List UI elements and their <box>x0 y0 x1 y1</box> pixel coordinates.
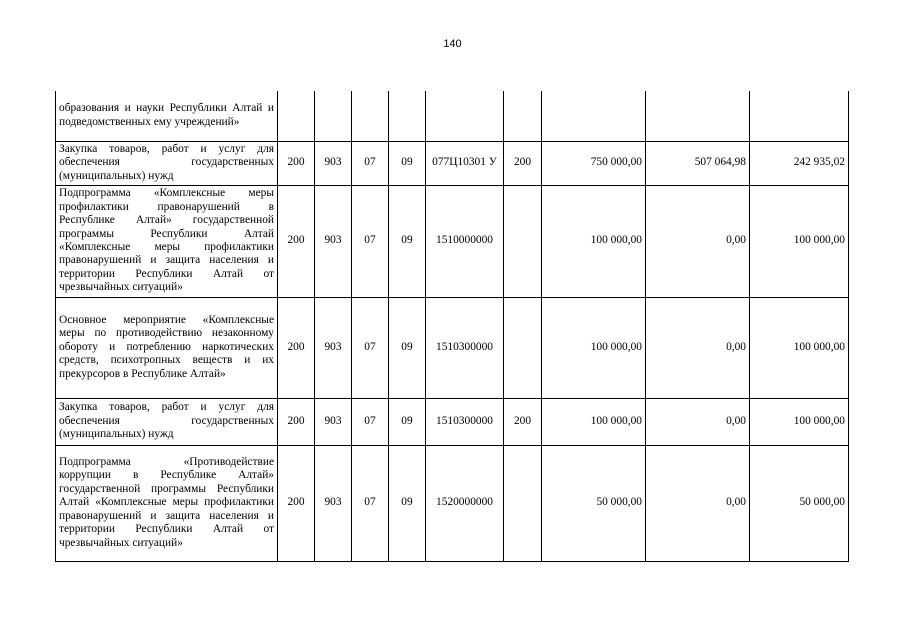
cell-ved: 903 <box>315 141 352 185</box>
row-name: Основное мероприятие «Комплексные меры по противодействию незаконному обороту и потреблению наркотических средств, психотропных веществ и их прекурсоров в Республике Алтай» <box>56 297 278 398</box>
cell-fact: 0,00 <box>646 297 750 398</box>
cell-vr <box>504 91 542 141</box>
row-name: Закупка товаров, работ и услуг для обеспечения государственных (муниципальных) нужд <box>56 398 278 445</box>
cell-ved: 903 <box>315 185 352 297</box>
cell-podrazdel: 09 <box>389 297 426 398</box>
table-row <box>56 91 849 141</box>
cell-plan <box>542 91 646 141</box>
cell-razdel: 07 <box>352 297 389 398</box>
table-row <box>56 185 849 297</box>
cell-fact: 0,00 <box>646 445 750 561</box>
row-name: Подпрограмма «Противодействие коррупции в Республике Алтай» государственной программы Республики Алтай «Комплексные меры профилактики правонарушений и защита населения и территории Республики Алтай от чрезвычайных ситуаций» <box>56 445 278 561</box>
cell-razdel: 07 <box>352 445 389 561</box>
cell-remainder: 100 000,00 <box>750 398 849 445</box>
cell-vr: 200 <box>504 141 542 185</box>
cell-remainder: 242 935,02 <box>750 141 849 185</box>
cell-csr: 1520000000 <box>426 445 504 561</box>
cell-plan: 100 000,00 <box>542 398 646 445</box>
table-row <box>56 445 849 561</box>
cell-vr <box>504 185 542 297</box>
cell-fact: 0,00 <box>646 185 750 297</box>
cell-razdel: 07 <box>352 141 389 185</box>
cell-razdel: 07 <box>352 398 389 445</box>
cell-vr <box>504 297 542 398</box>
cell-admin <box>278 91 315 141</box>
row-name: образования и науки Республики Алтай и подведомственных ему учреждений» <box>56 91 278 141</box>
cell-vr: 200 <box>504 398 542 445</box>
cell-csr <box>426 91 504 141</box>
cell-ved <box>315 91 352 141</box>
cell-podrazdel: 09 <box>389 398 426 445</box>
cell-plan: 100 000,00 <box>542 185 646 297</box>
cell-admin: 200 <box>278 297 315 398</box>
table-row <box>56 141 849 185</box>
cell-remainder <box>750 91 849 141</box>
cell-podrazdel: 09 <box>389 141 426 185</box>
cell-csr: 077Ц10301 У <box>426 141 504 185</box>
cell-plan: 50 000,00 <box>542 445 646 561</box>
cell-podrazdel <box>389 91 426 141</box>
page-number: 140 <box>443 38 462 50</box>
cell-razdel: 07 <box>352 185 389 297</box>
budget-table <box>55 91 849 562</box>
table-row <box>56 297 849 398</box>
cell-csr: 1510300000 <box>426 398 504 445</box>
cell-vr <box>504 445 542 561</box>
cell-razdel <box>352 91 389 141</box>
cell-podrazdel: 09 <box>389 445 426 561</box>
cell-csr: 1510000000 <box>426 185 504 297</box>
cell-admin: 200 <box>278 445 315 561</box>
cell-fact: 0,00 <box>646 398 750 445</box>
cell-csr: 1510300000 <box>426 297 504 398</box>
row-name: Подпрограмма «Комплексные меры профилактики правонарушений в Республике Алтай» государственной программы Республики Алтай «Комплексные меры профилактики правонарушений и защита населения и территории Республики Алтай от чрезвычайных ситуаций» <box>56 185 278 297</box>
cell-ved: 903 <box>315 297 352 398</box>
cell-remainder: 100 000,00 <box>750 185 849 297</box>
cell-admin: 200 <box>278 185 315 297</box>
cell-podrazdel: 09 <box>389 185 426 297</box>
table-row <box>56 398 849 445</box>
cell-ved: 903 <box>315 445 352 561</box>
cell-admin: 200 <box>278 141 315 185</box>
cell-ved: 903 <box>315 398 352 445</box>
cell-plan: 100 000,00 <box>542 297 646 398</box>
cell-admin: 200 <box>278 398 315 445</box>
cell-remainder: 100 000,00 <box>750 297 849 398</box>
cell-fact: 507 064,98 <box>646 141 750 185</box>
cell-remainder: 50 000,00 <box>750 445 849 561</box>
row-name: Закупка товаров, работ и услуг для обеспечения государственных (муниципальных) нужд <box>56 141 278 185</box>
cell-plan: 750 000,00 <box>542 141 646 185</box>
cell-fact <box>646 91 750 141</box>
